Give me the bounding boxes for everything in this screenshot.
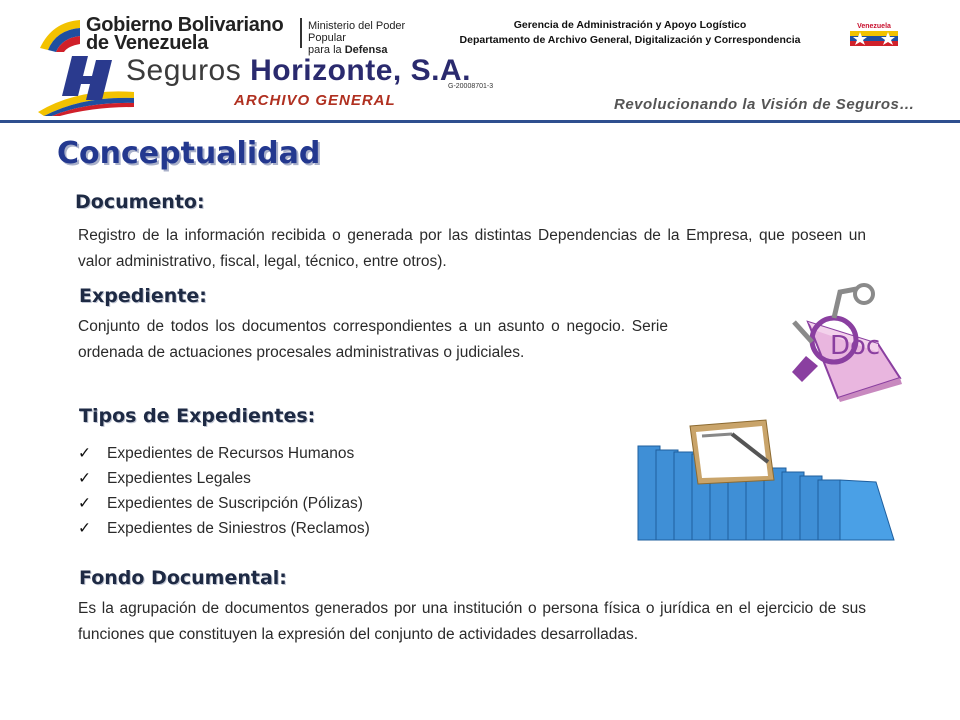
list-item bbox=[78, 466, 370, 491]
brand-rif: G-20008701-3 bbox=[448, 83, 494, 90]
department-header bbox=[430, 18, 830, 48]
ministry-line2-bold: Defensa bbox=[344, 44, 388, 56]
doc-illustration-label: Doc bbox=[830, 331, 881, 361]
ministry-line1: Ministerio del Poder Popular bbox=[308, 20, 406, 44]
fondo-text: Es la agrupación de documentos generados por una institución o persona física o jurídica en el ejercicio de sus funciones que constituyen la expresión del conjunto de actividades desarrolladas. bbox=[78, 600, 866, 643]
check-icon: ✓ bbox=[78, 495, 91, 512]
gov-line2: de Venezuela bbox=[86, 32, 209, 54]
list-item bbox=[78, 491, 370, 516]
gobierno-text bbox=[86, 16, 283, 52]
gov-line1: Gobierno Bolivariano bbox=[86, 14, 284, 36]
list-item bbox=[78, 441, 370, 466]
venezuela-flag-icon bbox=[38, 18, 82, 52]
header-rule bbox=[0, 120, 960, 123]
tipos-list bbox=[78, 441, 370, 541]
list-item-label: Expedientes de Suscripción (Pólizas) bbox=[107, 495, 363, 512]
archivo-general-label: ARCHIVO GENERAL bbox=[234, 92, 396, 109]
expediente-heading: Expediente: bbox=[79, 285, 207, 307]
gobierno-logo bbox=[38, 14, 418, 54]
department-title: Departamento de Archivo General, Digitalización y Correspondencia bbox=[459, 34, 801, 46]
documento-text: Registro de la información recibida o generada por las distintas Dependencias de la Empresa, que poseen un valor administrativo, fiscal, legal, técnico, entre otros). bbox=[78, 227, 866, 270]
venezuela-campaign-logo bbox=[846, 20, 902, 50]
brand-strong: Horizonte, S.A. bbox=[250, 54, 471, 87]
list-item-label: Expedientes Legales bbox=[107, 470, 251, 487]
documento-heading: Documento: bbox=[75, 191, 205, 213]
document-magnifier-icon bbox=[778, 282, 906, 402]
management-title: Gerencia de Administración y Apoyo Logístico bbox=[513, 19, 747, 31]
slogan: Revolucionando la Visión de Seguros… bbox=[614, 96, 915, 113]
seguros-horizonte-logo bbox=[38, 52, 518, 122]
horizonte-h-icon bbox=[38, 52, 134, 116]
logo-divider bbox=[300, 18, 302, 48]
check-icon: ✓ bbox=[78, 470, 91, 487]
expediente-text: Conjunto de todos los documentos correspondientes a un asunto o negocio. Serie ordenada de actuaciones procesales administrativas o judiciales. bbox=[78, 318, 668, 361]
page-title: Conceptualidad bbox=[57, 136, 321, 171]
fondo-heading: Fondo Documental: bbox=[79, 567, 287, 589]
tipos-heading: Tipos de Expedientes: bbox=[79, 405, 316, 427]
check-icon: ✓ bbox=[78, 445, 91, 462]
list-item bbox=[78, 516, 370, 541]
ministry-text bbox=[308, 20, 418, 56]
list-item-label: Expedientes de Recursos Humanos bbox=[107, 445, 355, 462]
brand-prefix: Seguros bbox=[126, 54, 242, 87]
check-icon: ✓ bbox=[78, 520, 91, 537]
file-folders-icon bbox=[636, 416, 898, 544]
list-item-label: Expedientes de Siniestros (Reclamos) bbox=[107, 520, 370, 537]
ministry-line2-prefix: para la bbox=[308, 44, 342, 56]
vz-logo-text: Venezuela bbox=[857, 23, 891, 30]
brand-name bbox=[126, 54, 471, 88]
